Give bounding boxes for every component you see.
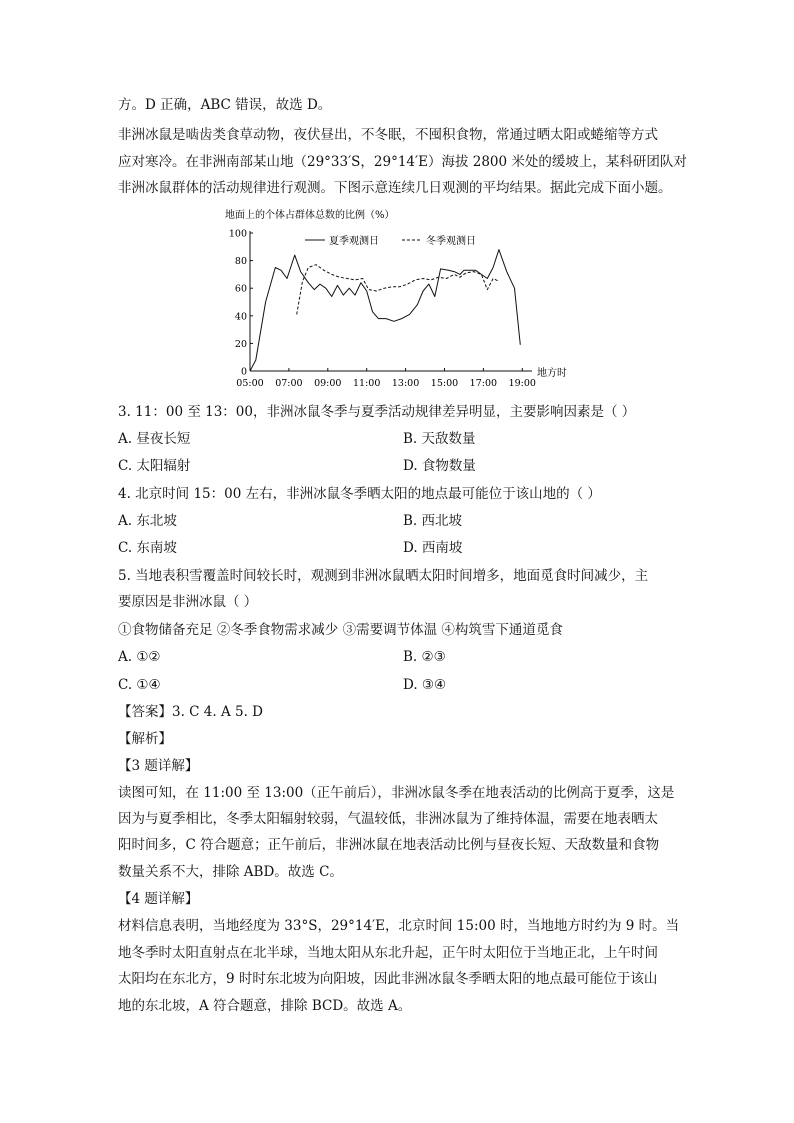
q4-option-a: A. 东北坡	[118, 513, 177, 529]
q3-detail-line-4: 数量关系不大，排除 ABD。故选 C。	[118, 864, 343, 880]
q4-stem: 4. 北京时间 15：00 左右，非洲冰鼠冬季晒太阳的地点最可能位于该山地的（ ）	[118, 486, 601, 502]
y-tick-label: 80	[234, 256, 247, 268]
q4-detail-heading: 【4 题详解】	[118, 891, 199, 907]
q4-option-b: B. 西北坡	[403, 513, 463, 529]
answer-line: 【答案】3. C 4. A 5. D	[118, 704, 263, 720]
q3-detail-line-2: 因为与夏季相比，冬季太阳辐射较弱，气温较低，非洲冰鼠为了维持体温，需要在地表晒太	[118, 811, 658, 827]
summer-series-line	[250, 250, 520, 371]
y-tick-label: 100	[228, 228, 247, 240]
q5-items: ①食物储备充足 ②冬季食物需求减少 ③需要调节体温 ④构筑雪下通道觅食	[118, 622, 563, 638]
chart-y-axis-label: 地面上的个体占群体总数的比例（%）	[225, 210, 395, 221]
q4-option-d: D. 西南坡	[403, 540, 463, 556]
material-line-2: 应对寒冷。在非洲南部某山地（29°33′S，29°14′E）海拔 2800 米处的缓坡上，某科研团队对	[118, 154, 687, 170]
q3-detail-heading: 【3 题详解】	[118, 758, 199, 774]
legend-summer-label: 夏季观测日	[329, 236, 379, 247]
q3-option-d: D. 食物数量	[403, 458, 476, 474]
y-tick-label: 20	[234, 338, 247, 350]
q3-option-a: A. 昼夜长短	[118, 431, 191, 447]
q3-detail-line-3: 阳时间多，C 符合题意；正午前后，非洲冰鼠在地表活动比例与昼夜长短、天敌数量和食物	[118, 837, 660, 853]
x-tick-label: 17:00	[469, 378, 498, 389]
chart-x-axis-label: 地方时	[537, 368, 567, 379]
q4-detail-line-2: 地冬季时太阳直射点在北半球，当地太阳从东北升起，正午时太阳位于当地正北，上午时间	[118, 945, 658, 961]
x-tick-label: 11:00	[352, 378, 381, 389]
analysis-heading: 【解析】	[118, 731, 172, 747]
material-line-1: 非洲冰鼠是啮齿类食草动物，夜伏昼出，不冬眠，不囤积食物，常通过晒太阳或蜷缩等方式	[118, 127, 658, 143]
q5-option-b: B. ②③	[403, 649, 446, 665]
q3-stem: 3. 11：00 至 13：00，非洲冰鼠冬季与夏季活动规律差异明显，主要影响因素是（ ）	[118, 404, 636, 420]
x-tick-label: 07:00	[275, 378, 303, 389]
x-tick-label: 09:00	[314, 378, 342, 389]
chart-axes	[250, 231, 532, 371]
chart-legend	[305, 234, 476, 247]
q3-detail-line-1: 读图可知，在 11:00 至 13:00（正午前后），非洲冰鼠冬季在地表活动的比例高于夏季，这是	[118, 785, 675, 801]
q5-option-d: D. ③④	[403, 677, 447, 693]
x-tick-label: 05:00	[236, 378, 264, 389]
q5-stem-line-1: 5. 当地表积雪覆盖时间较长时，观测到非洲冰鼠晒太阳时间增多，地面觅食时间减少，主	[118, 568, 649, 584]
q4-detail-line-3: 太阳均在东北方，9 时时东北坡为向阳坡，因此非洲冰鼠冬季晒太阳的地点最可能位于该山	[118, 971, 658, 987]
q3-option-c: C. 太阳辐射	[118, 458, 191, 474]
q3-option-b: B. 天敌数量	[403, 431, 476, 447]
q4-option-c: C. 东南坡	[118, 540, 177, 556]
q5-option-c: C. ①④	[118, 677, 161, 693]
activity-line-chart	[222, 205, 582, 395]
x-tick-label: 13:00	[391, 378, 420, 389]
chart-series	[250, 250, 520, 371]
y-tick-label: 60	[234, 283, 247, 295]
y-tick-label: 40	[234, 311, 247, 323]
q4-detail-line-1: 材料信息表明，当地经度为 33°S，29°14′E，北京时间 15:00 时，当地地方时约为 9 时。当	[118, 918, 680, 934]
legend-winter-label: 冬季观测日	[426, 236, 476, 247]
q5-stem-line-2: 要原因是非洲冰鼠（ ）	[118, 594, 258, 610]
q4-detail-line-4: 地的东北坡，A 符合题意，排除 BCD。故选 A。	[118, 998, 412, 1014]
intro-end-text: 方。D 正确，ABC 错误，故选 D。	[118, 97, 332, 113]
x-tick-label: 15:00	[430, 378, 459, 389]
x-tick-label: 19:00	[508, 378, 536, 389]
y-tick-label: 0	[240, 366, 247, 378]
q5-option-a: A. ①②	[118, 649, 161, 665]
material-line-3: 非洲冰鼠群体的活动规律进行观测。下图示意连续几日观测的平均结果。据此完成下面小题。	[118, 180, 672, 196]
chart-y-ticks	[229, 229, 253, 378]
